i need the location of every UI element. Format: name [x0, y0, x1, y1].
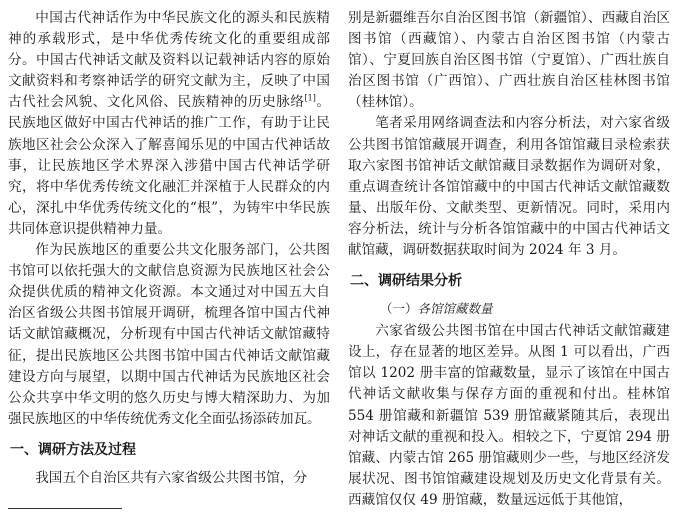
right-column [348, 8, 670, 511]
methods-paragraph-start: 我国五个自治区共有六家省级公共图书馆，分 [35, 469, 308, 486]
subsection-number: （一） [380, 301, 418, 317]
intro-paragraph-1-text-b: 。民族地区做好中国古代神话的推广工作，有助于让民族地区社会公众深入了解喜闻乐见的中国古代神话故事，让民族地区学术界深入涉猎中国古代神话学研究，将中华优秀传统文化融汇并深植于人民群众的内心，深扎中华优秀传统文化的“根”，为铸牢中华民族共同体意识提供精神力量。 [8, 94, 331, 237]
left-column [8, 8, 330, 489]
footnote-divider [8, 508, 122, 509]
intro-paragraph-2: 作为民族地区的重要公共文化服务部门，公共图书馆可以依托强大的文献信息资源为民族地区社会公众提供优质的精神文化资源。本文通过对中国五大自治区省级公共图书馆展开调研，梳理各馆中国古代神话文献馆藏概况，分析现有中国古代神话文献馆藏特征，提出民族地区公共图书馆中国古代神话文献馆藏建设方向与展望，以期中国古代神话为民族地区社会公众共享中华文明的悠久历史与博大精深助力、为加强民族地区的中华传统优秀文化全面弘扬添砖加瓦。 [8, 242, 330, 427]
methods-paragraph-continued: 别是新疆维吾尔自治区图书馆（新疆馆）、西藏自治区图书馆（西藏馆）、内蒙古自治区图书馆（内蒙古馆）、宁夏回族自治区图书馆（宁夏馆）、广西壮族自治区图书馆（广西馆）、广西壮族自治区桂林图书馆（桂林馆）。 [348, 10, 670, 111]
citation-marker: [1] [304, 93, 316, 103]
subsection-label: 各馆馆藏数量 [417, 301, 493, 317]
intro-paragraph-1-text-a: 中国古代神话作为中华民族文化的源头和民族精神的承载形式，是中华优秀传统文化的重要组成部分。中国古代神话文献及资料以记载神话内容的原始文献资料和考察神话学的研究文献为主，反映了中国古代社会风貌、文化风俗、民族精神的历史脉络 [8, 10, 330, 111]
section-heading-methods: 一、调研方法及过程 [10, 441, 136, 458]
section-heading-results: 二、调研结果分析 [350, 273, 462, 290]
methods-paragraph-2: 笔者采用网络调查法和内容分析法，对六家省级公共图书馆馆藏展开调查，利用各馆馆藏目录检索获取六家图书馆神话文献馆藏目录数据作为调研对象，重点调查统计各馆馆藏中的中国古代神话文献馆藏数量、出版年份、文献类型、更新情况。同时，采用内容分析法，统计与分析各馆馆藏中的中国古代神话文献馆藏，调研数据获取时间为 2024 年 3 月。 [348, 115, 670, 259]
subsection-heading-collection-size [348, 299, 670, 319]
intro-paragraph-1 [8, 8, 330, 240]
results-paragraph-1: 六家省级公共图书馆在中国古代神话文献馆藏建设上，存在显著的地区差异。从图 1 可以看出，广西馆以 1202 册丰富的馆藏数量，显示了该馆在中国古代神话文献收集与保存方面的重视和付出。桂林馆 554 册馆藏和新疆馆 539 册馆藏紧随其后，表现出对神话文献的重视和投入。相较之下，宁夏馆 294 册馆藏、内蒙古馆 265 册馆藏则少一些，与地区经济发展状况、图书馆馆藏建设规划及历史文化背景有关。西藏馆仅仅 49 册馆藏，数量远远低于其他馆， [348, 323, 670, 508]
